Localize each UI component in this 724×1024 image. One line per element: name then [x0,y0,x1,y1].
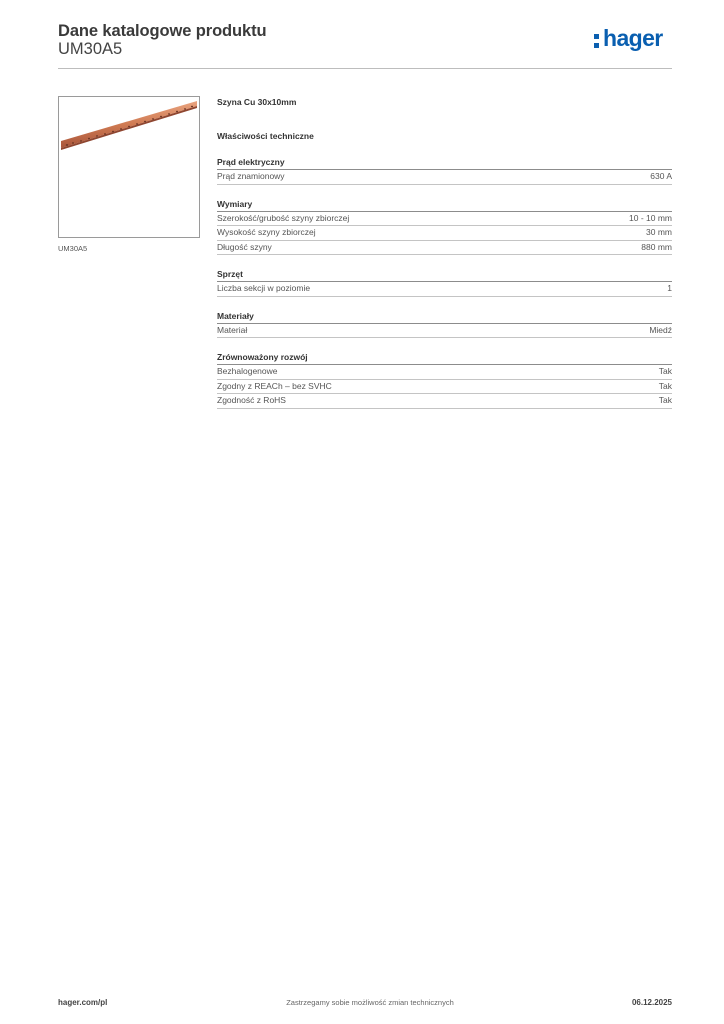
spec-group-electrical [217,157,672,185]
spec-group-equipment [217,269,672,297]
spec-row [217,282,672,297]
spec-value: 880 mm [641,241,672,252]
spec-group-title: Prąd elektryczny [217,157,672,170]
spec-value: Tak [658,380,672,391]
spec-value: 630 A [650,171,672,181]
spec-label: Liczba sekcji w poziomie [217,283,311,293]
spec-group-title: Sprzęt [217,269,672,282]
spec-value: Tak [658,366,672,376]
hager-logo [594,25,674,56]
product-code: UM30A5 [58,40,123,58]
spec-group-materials [217,311,672,339]
spec-value: 10 - 10 mm [629,212,672,223]
spec-group-title: Zrównoważony rozwój [217,352,672,365]
spec-value: Miedź [649,324,672,335]
spec-group-dimensions [217,199,672,256]
spec-row [217,365,672,380]
spec-value: Tak [658,395,672,405]
spec-value: 1 [667,283,672,293]
spec-row [217,394,672,409]
product-image-frame [58,96,200,238]
spec-label: Prąd znamionowy [217,171,285,181]
spec-row [217,212,672,227]
spec-label: Zgodny z REACh – bez SVHC [217,380,332,391]
spec-row [217,226,672,241]
spec-group-sustainability [217,352,672,409]
spec-group-title: Wymiary [217,199,672,212]
spec-label: Materiał [217,324,248,335]
footer-website-link[interactable]: hager.com/pl [58,998,108,1007]
spec-row [217,241,672,256]
copper-busbar-image [59,97,199,237]
technical-properties-heading: Właściwości techniczne [217,131,314,141]
logo-dot-top [594,34,599,39]
product-name: Szyna Cu 30x10mm [217,97,297,107]
spec-label: Szerokość/grubość szyny zbiorczej [217,212,350,223]
spec-row [217,170,672,185]
logo-text: hager [603,25,663,51]
spec-group-title: Materiały [217,311,672,324]
spec-row [217,380,672,395]
footer-disclaimer: Zastrzegamy sobie możliwość zmian technicznych [286,998,454,1007]
header-divider [58,68,672,69]
image-caption: UM30A5 [58,244,88,253]
logo-dot-bottom [594,43,599,48]
spec-label: Zgodność z RoHS [217,395,286,405]
page-title: Dane katalogowe produktu [58,22,267,40]
footer-date: 06.12.2025 [631,998,672,1007]
specifications-panel [217,96,672,409]
spec-label: Bezhalogenowe [217,366,278,376]
spec-row [217,324,672,339]
spec-label: Długość szyny [217,241,272,252]
spec-label: Wysokość szyny zbiorczej [217,227,316,237]
spec-value: 30 mm [646,227,672,237]
